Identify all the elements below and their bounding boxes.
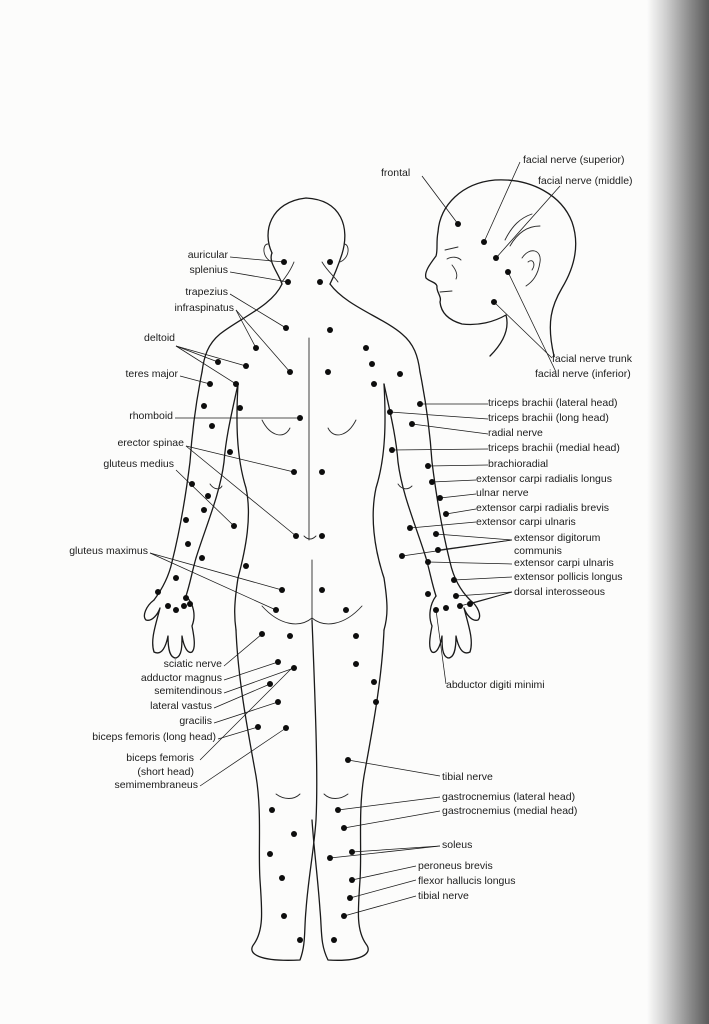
label-peroneus-brevis: peroneus brevis: [418, 860, 493, 872]
motor-point: [287, 369, 293, 375]
right-labels: [418, 397, 623, 902]
motor-point: [269, 807, 275, 813]
motor-point: [437, 495, 443, 501]
motor-point: [201, 507, 207, 513]
label-semitendinous: semitendinous: [154, 685, 222, 697]
motor-point: [451, 577, 457, 583]
motor-point: [397, 371, 403, 377]
label-trapezius: trapezius: [185, 286, 228, 298]
motor-point: [297, 937, 303, 943]
motor-point: [389, 447, 395, 453]
motor-point: [155, 589, 161, 595]
label-gluteus-maximus: gluteus maximus: [69, 545, 148, 557]
label-abductor-digiti-minimi: abductor digiti minimi: [446, 679, 545, 691]
label-teres-major: teres major: [125, 368, 178, 380]
label-infraspinatus: infraspinatus: [174, 302, 234, 314]
head-profile: [426, 180, 576, 356]
label-extensor-carpi-ulnaris: extensor carpi ulnaris: [476, 516, 576, 528]
label-gastrocnemius-lateral-head: gastrocnemius (lateral head): [442, 791, 576, 803]
motor-point: [183, 517, 189, 523]
label-biceps-femoris: biceps femoris: [126, 752, 194, 764]
motor-point: [319, 533, 325, 539]
label-ulnar-nerve: ulnar nerve: [476, 487, 529, 499]
motor-point: [455, 221, 461, 227]
motor-point: [319, 587, 325, 593]
motor-point: [317, 279, 323, 285]
label-dorsal-interosseous: dorsal interosseous: [514, 586, 606, 598]
label-deltoid: deltoid: [144, 332, 175, 344]
motor-point: [343, 607, 349, 613]
motor-point: [267, 851, 273, 857]
motor-point: [345, 757, 351, 763]
motor-point: [349, 849, 355, 855]
label-splenius: splenius: [189, 264, 228, 276]
label-erector-spinae: erector spinae: [117, 437, 184, 449]
motor-point: [283, 325, 289, 331]
motor-point: [291, 831, 297, 837]
motor-point: [237, 405, 243, 411]
motor-point: [227, 449, 233, 455]
motor-point: [201, 403, 207, 409]
label-facial-nerve-middle: facial nerve (middle): [538, 175, 633, 187]
label-facial-nerve-superior: facial nerve (superior): [523, 154, 625, 166]
motor-point: [435, 547, 441, 553]
motor-point: [349, 877, 355, 883]
label-extensor-carpi-ulnaris-2: extensor carpi ulnaris: [514, 557, 614, 569]
motor-point: [425, 591, 431, 597]
motor-point: [273, 607, 279, 613]
motor-point: [457, 603, 463, 609]
motor-point: [233, 381, 239, 387]
motor-point: [369, 361, 375, 367]
motor-point: [467, 601, 473, 607]
motor-point: [281, 259, 287, 265]
label-lateral-vastus: lateral vastus: [150, 700, 212, 712]
motor-point: [205, 493, 211, 499]
motor-point: [387, 409, 393, 415]
motor-point: [207, 381, 213, 387]
motor-point: [327, 259, 333, 265]
motor-point: [491, 299, 497, 305]
motor-point: [425, 559, 431, 565]
motor-point: [253, 345, 259, 351]
label-extensor-digitorum: extensor digitorum: [514, 532, 601, 544]
motor-point: [371, 679, 377, 685]
motor-point: [443, 605, 449, 611]
motor-point: [243, 363, 249, 369]
motor-point: [353, 633, 359, 639]
motor-point: [291, 469, 297, 475]
motor-point: [165, 603, 171, 609]
motor-point: [429, 479, 435, 485]
motor-point: [347, 895, 353, 901]
motor-point: [281, 913, 287, 919]
label-triceps-brachii-long-head: triceps brachii (long head): [488, 412, 609, 424]
motor-point: [291, 665, 297, 671]
motor-point: [215, 359, 221, 365]
label-radial-nerve: radial nerve: [488, 427, 543, 439]
motor-point: [285, 279, 291, 285]
label-short-head: (short head): [137, 766, 194, 778]
motor-point: [417, 401, 423, 407]
motor-point: [209, 423, 215, 429]
motor-point: [279, 587, 285, 593]
motor-point: [293, 533, 299, 539]
label-extensor-carpi-radialis-longus: extensor carpi radialis longus: [476, 473, 612, 485]
motor-point: [407, 525, 413, 531]
motor-point: [443, 511, 449, 517]
label-tibial-nerve-2: tibial nerve: [418, 890, 469, 902]
label-triceps-brachii-lateral-head: triceps brachii (lateral head): [488, 397, 618, 409]
motor-point: [199, 555, 205, 561]
label-communis: communis: [514, 545, 562, 557]
label-frontal: frontal: [381, 167, 411, 179]
label-extensor-pollicis-longus: extensor pollicis longus: [514, 571, 623, 583]
motor-point: [335, 807, 341, 813]
motor-point: [255, 724, 261, 730]
motor-point: [267, 681, 273, 687]
motor-point: [433, 607, 439, 613]
label-soleus: soleus: [442, 839, 473, 851]
label-gluteus-medius: gluteus medius: [103, 458, 174, 470]
motor-point: [189, 481, 195, 487]
motor-point: [371, 381, 377, 387]
motor-point: [433, 531, 439, 537]
motor-point: [373, 699, 379, 705]
label-gracilis: gracilis: [179, 715, 212, 727]
motor-point: [453, 593, 459, 599]
motor-point: [481, 239, 487, 245]
motor-point: [363, 345, 369, 351]
motor-point: [409, 421, 415, 427]
label-auricular: auricular: [187, 249, 228, 261]
motor-point: [187, 601, 193, 607]
motor-point: [283, 725, 289, 731]
motor-point: [231, 523, 237, 529]
label-brachioradial: brachioradial: [488, 458, 549, 470]
motor-point: [425, 463, 431, 469]
motor-point: [297, 415, 303, 421]
label-gastrocnemius-medial-head: gastrocnemius (medial head): [442, 805, 578, 817]
face-labels: [381, 154, 633, 380]
motor-point: [399, 553, 405, 559]
motor-point: [287, 633, 293, 639]
motor-point: [275, 699, 281, 705]
label-rhomboid: rhomboid: [129, 410, 173, 422]
label-facial-nerve-trunk: facial nerve trunk: [552, 353, 632, 365]
motor-point: [331, 937, 337, 943]
label-adductor-magnus: adductor magnus: [140, 672, 222, 684]
motor-point: [173, 575, 179, 581]
motor-point: [181, 603, 187, 609]
motor-point: [493, 255, 499, 261]
label-semimembraneus: semimembraneus: [114, 779, 198, 791]
label-flexor-hallucis-longus: flexor hallucis longus: [418, 875, 516, 887]
motor-point: [327, 855, 333, 861]
motor-point: [325, 369, 331, 375]
motor-point: [505, 269, 511, 275]
motor-point: [341, 913, 347, 919]
label-extensor-carpi-radialis-brevis: extensor carpi radialis brevis: [476, 502, 610, 514]
motor-point: [341, 825, 347, 831]
motor-point: [183, 595, 189, 601]
label-sciatic-nerve: sciatic nerve: [163, 658, 222, 670]
motor-point: [353, 661, 359, 667]
motor-point: [319, 469, 325, 475]
label-facial-nerve-inferior: facial nerve (inferior): [535, 368, 631, 380]
label-biceps-femoris-long-head: biceps femoris (long head): [92, 731, 216, 743]
label-triceps-brachii-medial-head: triceps brachii (medial head): [488, 442, 620, 454]
motor-point: [173, 607, 179, 613]
motor-point: [259, 631, 265, 637]
motor-point: [243, 563, 249, 569]
motor-point: [185, 541, 191, 547]
motor-point: [327, 327, 333, 333]
motor-point: [275, 659, 281, 665]
motor-point: [279, 875, 285, 881]
label-tibial-nerve: tibial nerve: [442, 771, 493, 783]
